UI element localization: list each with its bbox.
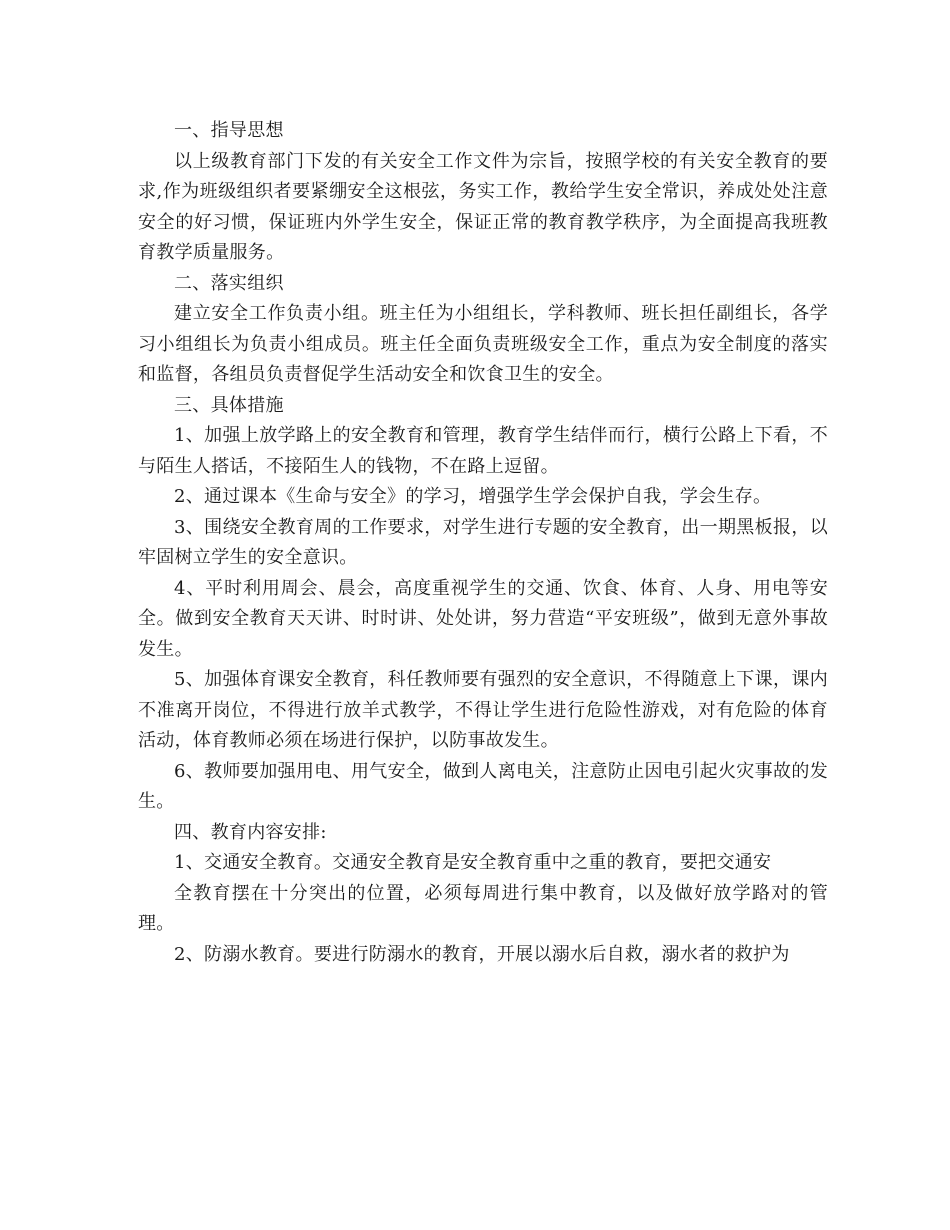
section-heading-organization: 二、落实组织: [174, 272, 284, 294]
section-heading-education-content: 四、教育内容安排:: [174, 821, 327, 843]
measure-item-5: 5、加强体育课安全教育，科任教师要有强烈的安全意识，不得随意上下课，课内不准离开岗位，不得进行放羊式教学，不得让学生进行危险性游戏，对有危险的体育活动，体育教师必须在场进行保护，以防事故发生。: [138, 669, 828, 751]
education-item-2: 2、防溺水教育。要进行防溺水的教育，开展以溺水后自救，溺水者的救护为: [174, 943, 790, 965]
measure-item-6: 6、教师要加强用电、用气安全，做到人离电关，注意防止因电引起火灾事故的发生。: [138, 760, 828, 812]
education-item-1-line-2: 全教育摆在十分突出的位置，必须每周进行集中教育，以及做好放学路对的管理。: [138, 882, 828, 934]
section-heading-guiding-ideology: 一、指导思想: [174, 120, 284, 141]
measure-item-2: 2、通过课本《生命与安全》的学习，增强学生学会保护自我，学会生存。: [174, 486, 772, 507]
measure-item-1: 1、加强上放学路上的安全教育和管理，教育学生结伴而行，横行公路上下看，不与陌生人搭话，不接陌生人的钱物，不在路上逗留。: [138, 425, 828, 477]
document-body: [138, 116, 828, 970]
paragraph-guiding-ideology: 以上级教育部门下发的有关安全工作文件为宗旨，按照学校的有关安全教育的要求,作为班级组织者要紧绷安全这根弦，务实工作，教给学生安全常识，养成处处注意安全的好习惯，保证班内外学生安全，保证正常的教育教学秩序，为全面提高我班教育教学质量服务。: [138, 150, 828, 263]
education-item-1-line-1: 1、交通安全教育。交通安全教育是安全教育重中之重的教育，要把交通安: [174, 852, 772, 873]
paragraph-organization: 建立安全工作负责小组。班主任为小组组长，学科教师、班长担任副组长，各学习小组组长为负责小组成员。班主任全面负责班级安全工作，重点为安全制度的落实和监督，各组员负责督促学生活动安全和饮食卫生的安全。: [138, 303, 828, 385]
section-heading-measures: 三、具体措施: [174, 394, 284, 416]
measure-item-3: 3、围绕安全教育周的工作要求，对学生进行专题的安全教育，出一期黑板报，以牢固树立学生的安全意识。: [138, 516, 828, 568]
measure-item-4: 4、平时利用周会、晨会，高度重视学生的交通、饮食、体育、人身、用电等安全。做到安全教育天天讲、时时讲、处处讲，努力营造“平安班级”，做到无意外事故发生。: [138, 577, 828, 660]
